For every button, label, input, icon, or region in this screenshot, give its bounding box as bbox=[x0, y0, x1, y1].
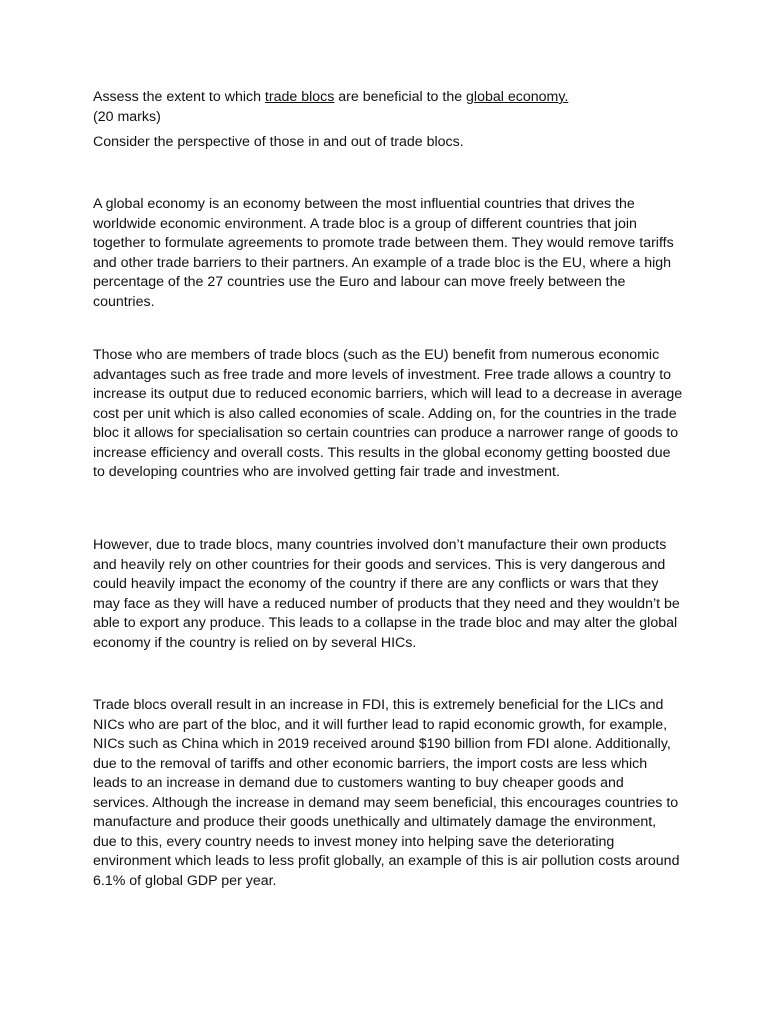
question-marks: (20 marks) bbox=[93, 108, 161, 125]
term-trade-blocs: trade blocs bbox=[264, 89, 335, 105]
term-global-economy: global economy. bbox=[466, 89, 569, 105]
question-prefix: Assess the extent to which bbox=[93, 89, 265, 105]
document-page bbox=[93, 88, 683, 889]
question-title bbox=[93, 88, 683, 108]
paragraph-definitions: A global economy is an economy between the most influential countries that drives the worldwide economic environment. A trade bloc is a group of different countries that join together to formulate agreements to promote trade between them. They would remove tariffs and other trade barriers to their partners. An example of a trade bloc is the EU, where a high percentage of the 27 countries use the Euro and labour can move freely between the countries. bbox=[93, 196, 674, 310]
paragraph-fdi-environment: Trade blocs overall result in an increase in FDI, this is extremely beneficial for the LICs and NICs who are part of the bloc, and it will further lead to rapid economic growth, for example, NICs such as China which in 2019 received around $190 billion from FDI alone. Additionally, due to the removal of tariffs and other economic barriers, the import costs are less which leads to an increase in demand due to customers wanting to buy cheaper goods and services. Although the increase in demand may seem beneficial, this encourages countries to manufacture and produce their goods unethically and ultimately damage the environment, due to this, every country needs to invest money into helping save the deteriorating environment which leads to less profit globally, an example of this is air pollution costs around 6.1% of global GDP per year. bbox=[93, 697, 680, 889]
question-middle: are beneficial to the bbox=[334, 89, 467, 105]
paragraph-dependency-risks: However, due to trade blocs, many countries involved don’t manufacture their own products and heavily rely on other countries for their goods and services. This is very dangerous and could heavily impact the economy of the country if there are any conflicts or wars that they may face as they will have a reduced number of products that they need and they wouldn’t be able to export any produce. This leads to a collapse in the trade bloc and may alter the global economy if the country is relied on by several HICs. bbox=[93, 537, 680, 651]
question-instruction: Consider the perspective of those in and out of trade blocs. bbox=[93, 134, 464, 150]
paragraph-member-benefits: Those who are members of trade blocs (such as the EU) benefit from numerous economic advantages such as free trade and more levels of investment. Free trade allows a country to increase its output due to reduced economic barriers, which will lead to a decrease in average cost per unit which is also called economies of scale. Adding on, for the countries in the trade bloc it allows for specialisation so certain countries can produce a narrower range of goods to increase efficiency and overall costs. This results in the global economy getting boosted due to developing countries who are involved getting fair trade and investment. bbox=[93, 347, 683, 480]
